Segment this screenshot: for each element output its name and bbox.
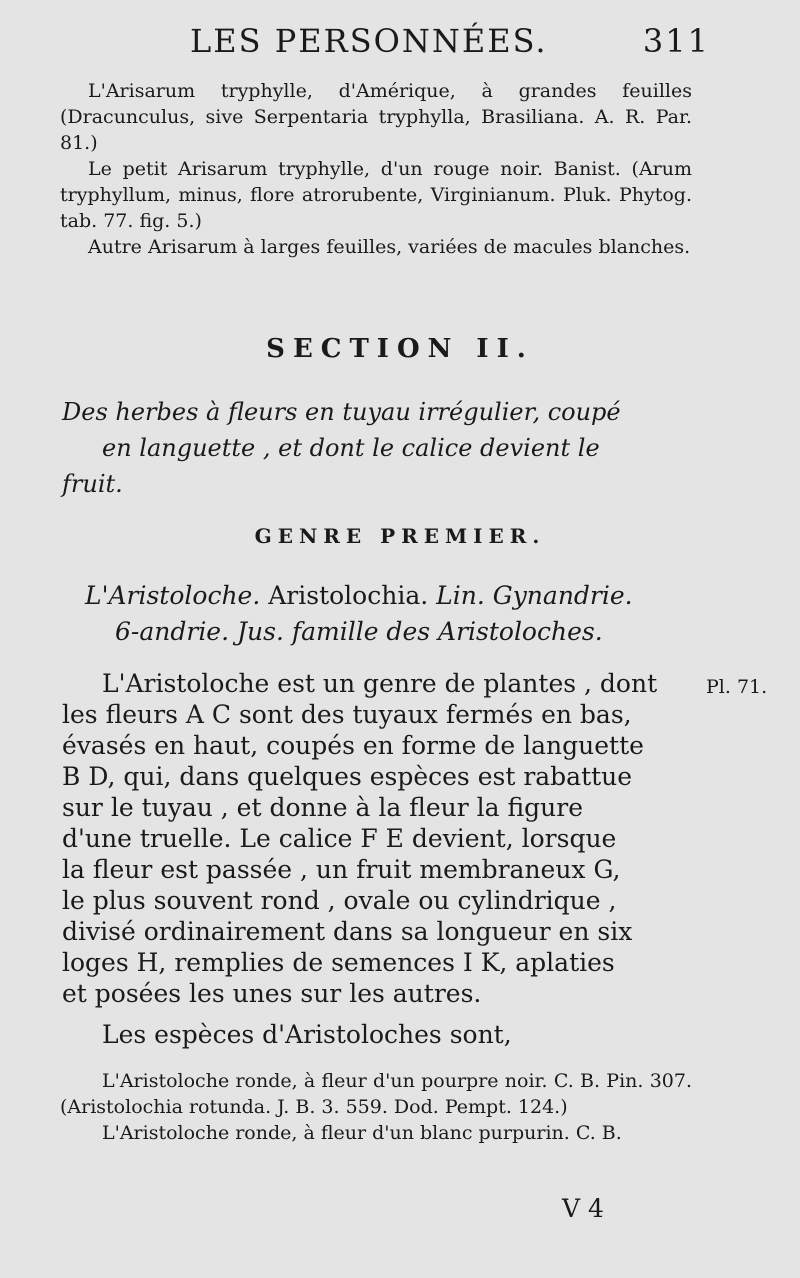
- genus-name-latin: Aristolochia.: [260, 581, 437, 610]
- section-desc-line2: en languette , et dont le calice devient le: [102, 434, 600, 462]
- page-number: 311: [642, 22, 710, 60]
- entry-autre-arisarum: Autre Arisarum à larges feuilles, variées de macules blanches.: [88, 236, 691, 258]
- desc-line: évasés en haut, coupés en forme de languette: [62, 731, 644, 760]
- entry-petit-arisarum: Le petit Arisarum tryphylle, d'un rouge noir. Banist. (Arum tryphyllum, minus, flore atrorubente, Virginianum. Pluk. Phytog. tab. 77. fig. 5.): [60, 158, 692, 232]
- top-entries: [60, 78, 692, 260]
- desc-line: L'Aristoloche est un genre de plantes , dont: [102, 669, 658, 698]
- desc-line: d'une truelle. Le calice F E devient, lorsque: [62, 824, 617, 853]
- section-description: [62, 394, 702, 502]
- desc-line: loges H, remplies de semences I K, aplaties: [62, 948, 615, 977]
- species-entry: L'Aristoloche ronde, à fleur d'un blanc purpurin. C. B.: [102, 1122, 622, 1144]
- plate-reference: Pl. 71.: [706, 676, 768, 698]
- desc-line: la fleur est passée , un fruit membraneux G,: [62, 855, 621, 884]
- section-desc-line1: Des herbes à fleurs en tuyau irrégulier, coupé: [62, 398, 621, 426]
- genus-family: 6-andrie. Jus. famille des Aristoloches.: [115, 617, 603, 646]
- genre-heading: GENRE PREMIER.: [254, 524, 546, 548]
- genus-name-fr: L'Aristoloche.: [85, 581, 261, 610]
- species-entry: L'Aristoloche ronde, à fleur d'un pourpre noir. C. B. Pin. 307. (Aristolochia rotunda. J. B. 3. 559. Dod. Pempt. 124.): [60, 1070, 692, 1118]
- running-header: [190, 22, 710, 60]
- genus-description: [62, 668, 692, 1009]
- species-list: [60, 1068, 692, 1146]
- desc-line: et posées les unes sur les autres.: [62, 979, 482, 1008]
- entry-arisarum-amerique: L'Arisarum tryphylle, d'Amérique, à grandes feuilles (Dracunculus, sive Serpentaria tryphylla, Brasiliana. A. R. Par. 81.): [60, 80, 692, 154]
- genus-linnaeus-class: Lin. Gynandrie.: [436, 581, 633, 610]
- desc-line: sur le tuyau , et donne à la fleur la figure: [62, 793, 584, 822]
- desc-line: le plus souvent rond , ovale ou cylindrique ,: [62, 886, 617, 915]
- species-intro: Les espèces d'Aristoloches sont,: [102, 1020, 512, 1049]
- genus-heading: [85, 578, 705, 650]
- signature-mark: V 4: [562, 1194, 604, 1223]
- section-desc-line3: fruit.: [62, 470, 123, 498]
- desc-line: divisé ordinairement dans sa longueur en six: [62, 917, 633, 946]
- desc-line: B D, qui, dans quelques espèces est rabattue: [62, 762, 633, 791]
- section-title: SECTION II.: [266, 334, 534, 364]
- desc-line: les fleurs A C sont des tuyaux fermés en bas,: [62, 700, 632, 729]
- header-title: LES PERSONNÉES.: [190, 22, 548, 60]
